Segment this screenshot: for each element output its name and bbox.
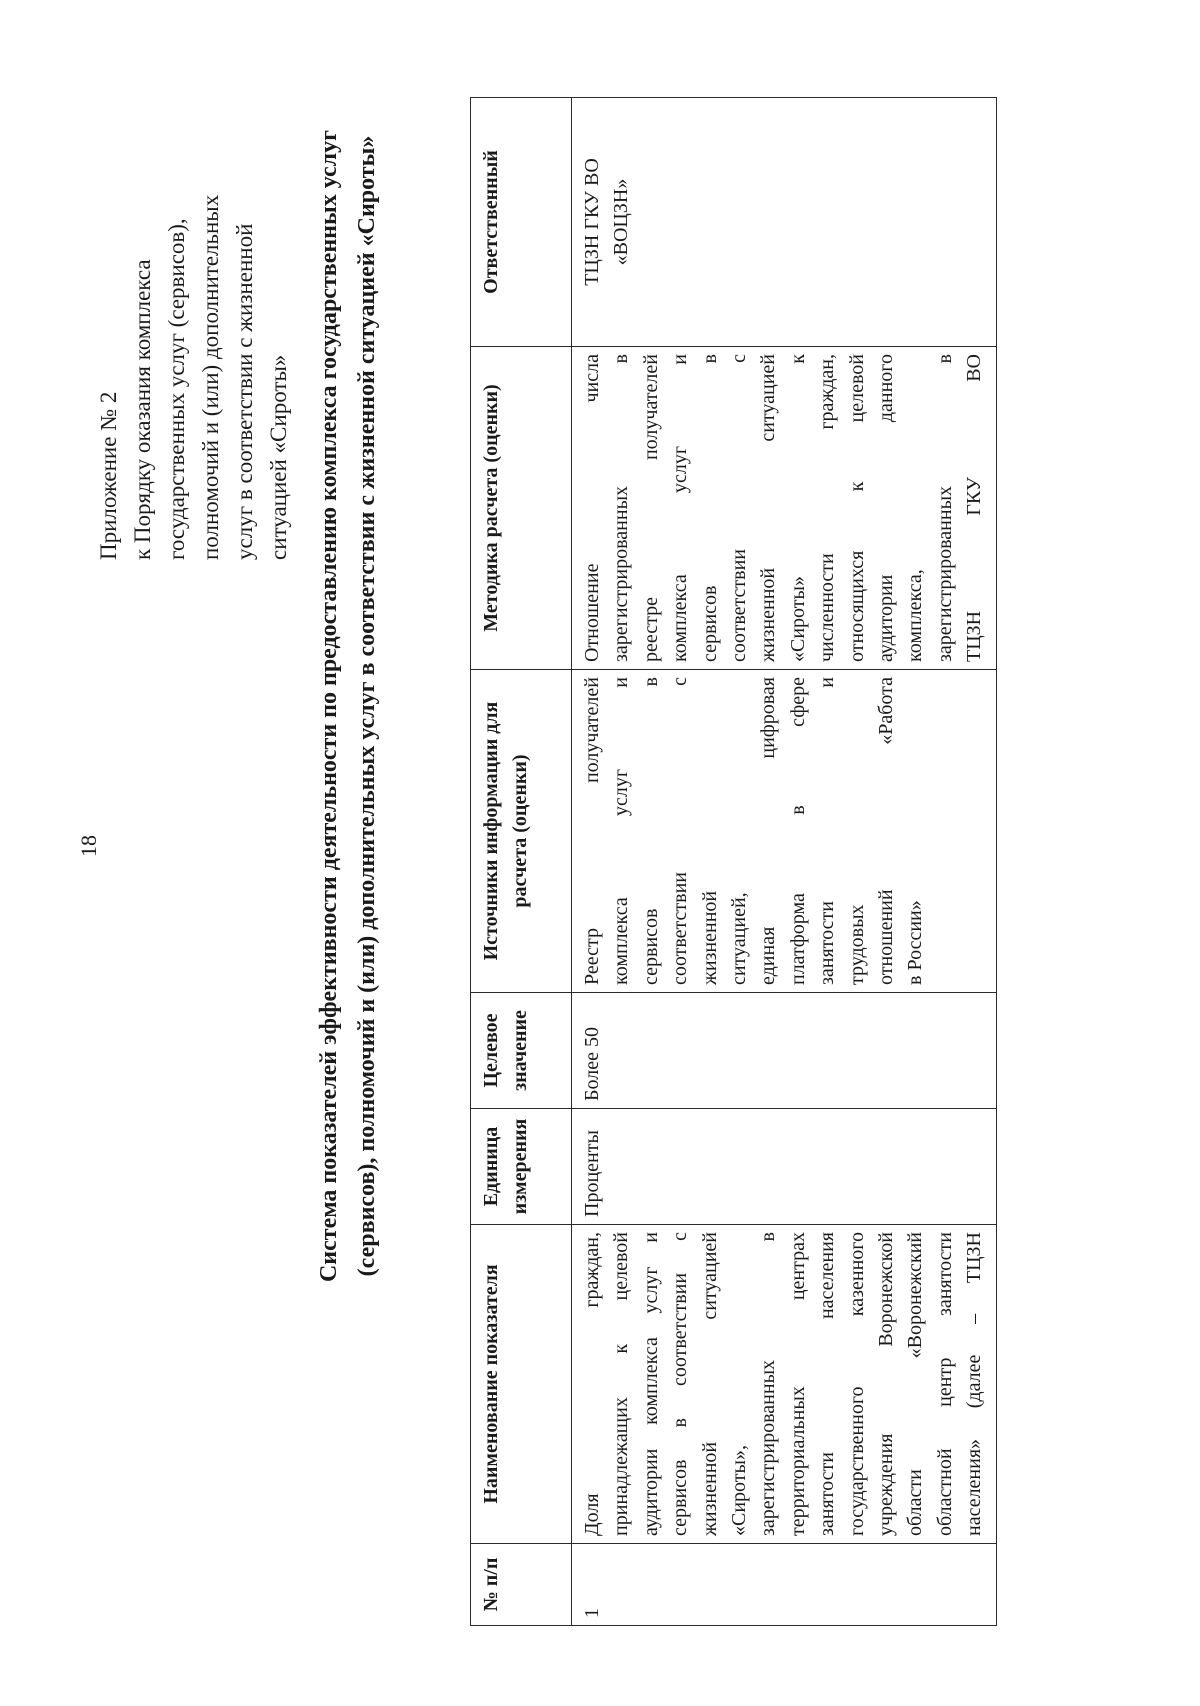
cell-line: ТЦЗН ГКУ ВО [581,158,603,286]
cell-line: государственного казенного [845,1232,868,1536]
cell-line: «ВОЦЗН» [610,178,633,266]
cell-line: области «Воронежский [904,1232,927,1536]
cell-line: жизненной [698,890,721,985]
cell-line: зарегистрированных в [610,354,633,662]
cell-target-value: Более 50 [572,993,997,1109]
cell-line: занятости и [816,677,839,985]
cell-line: жизненной ситуацией [698,1232,721,1536]
cell-unit: Проценты [572,1109,997,1225]
cell-line: жизненной ситуацией [757,354,780,662]
cell-line: соответствии с [728,354,751,662]
cell-line: зарегистрированных в [757,1232,780,1536]
table-row [572,98,997,1626]
appendix-line: государственных услуг (сервисов), [164,218,189,560]
header-calculation-method: Методика расчета (оценки) [471,347,572,670]
cell-calculation-method [572,347,997,670]
appendix-line: услуг в соответствии с жизненной [232,223,257,560]
cell-line: ситуацией, [728,892,751,985]
indicators-table [470,97,997,1626]
cell-line: численности граждан, [816,354,839,662]
cell-line: сервисов в [698,354,721,662]
appendix-line: полномочий и (или) дополнительных [198,194,223,560]
cell-line: аудитории комплекса услуг и [639,1232,662,1536]
cell-line: занятости населения [816,1232,839,1536]
cell-line: единая цифровая [757,677,780,985]
cell-line: ТЦЗН ГКУ ВО [963,354,986,662]
header-target-value: Целевое значение [471,993,572,1109]
header-responsible: Ответственный [471,98,572,347]
cell-line: сервисов в [639,677,662,985]
appendix-line: ситуацией «Сироты» [266,354,291,560]
appendix-reference [92,40,296,560]
cell-line: реестре получателей [639,354,662,662]
cell-line: в России» [904,900,927,985]
cell-line: областной центр занятости [933,1232,956,1536]
header-information-sources: Источники информации для расчета (оценки) [471,670,572,993]
table-header-row [471,98,572,1626]
title-line-2: (сервисов), полномочий и (или) дополнительных услуг в соответствии с жизненной ситуацией «Сироты» [354,135,380,1277]
cell-line: «Сироты» к [786,354,809,662]
cell-line: принадлежащих к целевой [610,1232,633,1536]
appendix-line: к Порядку оказания комплекса [130,259,155,560]
cell-number: 1 [572,1544,997,1626]
cell-line: Доля граждан, [581,1232,603,1536]
cell-line: территориальных центрах [786,1232,809,1536]
cell-line: отношений «Работа [875,677,898,985]
cell-line: «Сироты», [728,1445,751,1536]
cell-line: Отношение числа [581,354,603,662]
cell-line: комплекса услуг и [610,677,633,985]
cell-line: Реестр получателей [581,677,603,985]
cell-line: относящихся к целевой [845,354,868,662]
cell-line: аудитории данного [875,354,898,662]
cell-line: зарегистрированных в [933,354,956,662]
cell-responsible [572,98,997,347]
document-title [310,6,386,1406]
cell-information-sources [572,670,997,993]
header-indicator-name: Наименование показателя [471,1225,572,1544]
appendix-line: Приложение № 2 [96,391,121,560]
cell-line: населения» (далее – ТЦЗН [963,1232,986,1536]
cell-line: платформа в сфере [786,677,809,985]
cell-line: комплекса, [904,569,927,662]
cell-line: сервисов в соответствии с [669,1232,692,1536]
cell-line: соответствии с [669,677,692,985]
cell-indicator-name [572,1225,997,1544]
header-number: № п/п [471,1544,572,1626]
page-number: 18 [76,835,101,857]
cell-line: трудовых [845,904,868,985]
header-unit: Единица измерения [471,1109,572,1225]
cell-line: комплекса услуг и [669,354,692,662]
title-line-1: Система показателей эффективности деятельности по предоставлению комплекса государственных услуг [316,129,342,1283]
cell-line: учреждения Воронежской [875,1232,898,1536]
